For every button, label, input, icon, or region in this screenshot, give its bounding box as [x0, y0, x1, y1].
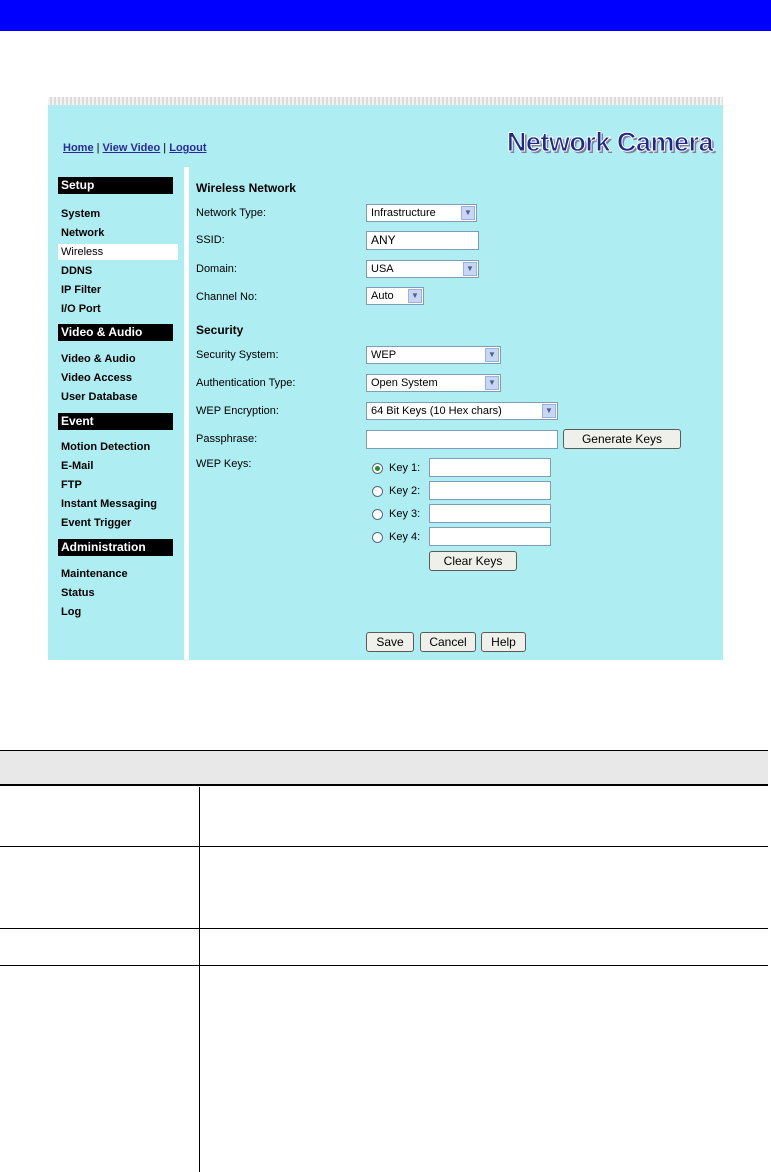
- sidebar-item-instant-messaging[interactable]: Instant Messaging: [61, 498, 157, 510]
- sidebar-item-system[interactable]: System: [61, 208, 101, 220]
- sidebar-item-ftp[interactable]: FTP: [61, 479, 82, 491]
- security-heading: Security: [196, 323, 244, 337]
- domain-value: USA: [371, 263, 394, 275]
- authentication-type-value: Open System: [371, 377, 438, 389]
- passphrase-label: Passphrase:: [196, 433, 258, 445]
- domain-select[interactable]: [366, 260, 479, 278]
- chevron-down-icon: ▼: [408, 289, 422, 303]
- chevron-down-icon: ▼: [485, 348, 499, 362]
- key-4-label: Key 4:: [389, 531, 421, 543]
- sidebar-item-video-access[interactable]: Video Access: [61, 372, 132, 384]
- passphrase-input[interactable]: [366, 430, 558, 449]
- home-link[interactable]: Home: [63, 142, 94, 154]
- key-1-label: Key 1:: [389, 462, 421, 474]
- wireless-form: [189, 167, 723, 660]
- chevron-down-icon: ▼: [461, 206, 475, 220]
- top-links: [63, 142, 206, 154]
- sidebar-item-ddns[interactable]: DDNS: [61, 265, 93, 277]
- generate-keys-button[interactable]: Generate Keys: [563, 429, 681, 449]
- key-4-input[interactable]: [429, 527, 551, 546]
- table-column-divider: [199, 787, 200, 1172]
- cancel-button[interactable]: Cancel: [420, 632, 476, 652]
- key-2-radio[interactable]: [372, 486, 383, 497]
- top-strip: [48, 97, 723, 105]
- sidebar-section-video-audio: Video & Audio: [58, 324, 173, 341]
- sidebar-item-status[interactable]: Status: [61, 587, 95, 599]
- help-button[interactable]: Help: [481, 632, 526, 652]
- table-row-divider: [0, 846, 768, 847]
- sidebar-item-maintenance[interactable]: Maintenance: [61, 568, 128, 580]
- domain-label: Domain:: [196, 263, 237, 275]
- key-3-label: Key 3:: [389, 508, 421, 520]
- sidebar-item-log[interactable]: Log: [61, 606, 82, 618]
- wep-encryption-label: WEP Encryption:: [196, 405, 279, 417]
- logout-link[interactable]: Logout: [169, 142, 207, 154]
- network-camera-screenshot: [48, 97, 723, 660]
- key-3-input[interactable]: [429, 504, 551, 523]
- sidebar-section-event: Event: [58, 413, 173, 430]
- key-2-input[interactable]: [429, 481, 551, 500]
- sidebar: [48, 167, 184, 660]
- separator: |: [163, 142, 167, 154]
- key-1-radio[interactable]: [372, 463, 383, 474]
- clear-keys-button[interactable]: Clear Keys: [429, 551, 517, 571]
- table-row-divider: [0, 965, 768, 966]
- network-type-select[interactable]: [366, 204, 477, 222]
- key-1-input[interactable]: [429, 458, 551, 477]
- sidebar-item-io-port[interactable]: I/O Port: [61, 303, 101, 315]
- chevron-down-icon: ▼: [463, 262, 477, 276]
- chevron-down-icon: ▼: [485, 376, 499, 390]
- wep-encryption-select[interactable]: [366, 402, 558, 420]
- sidebar-section-setup: Setup: [58, 177, 173, 194]
- sidebar-item-event-trigger[interactable]: Event Trigger: [61, 517, 132, 529]
- channel-value: Auto: [371, 290, 394, 302]
- sidebar-item-network[interactable]: Network: [61, 227, 105, 239]
- channel-select[interactable]: [366, 287, 424, 305]
- key-3-radio[interactable]: [372, 509, 383, 520]
- chevron-down-icon: ▼: [542, 404, 556, 418]
- key-4-radio[interactable]: [372, 532, 383, 543]
- sidebar-item-ip-filter[interactable]: IP Filter: [61, 284, 102, 296]
- authentication-type-label: Authentication Type:: [196, 377, 296, 389]
- security-system-label: Security System:: [196, 349, 279, 361]
- table-row-divider: [0, 928, 768, 929]
- ssid-label: SSID:: [196, 234, 225, 246]
- title-bar: [0, 0, 771, 31]
- channel-label: Channel No:: [196, 291, 258, 303]
- security-system-value: WEP: [371, 349, 397, 361]
- sidebar-item-user-database[interactable]: User Database: [61, 391, 138, 403]
- wireless-network-heading: Wireless Network: [196, 181, 296, 195]
- view-video-link[interactable]: View Video: [102, 142, 161, 154]
- sidebar-item-video-audio[interactable]: Video & Audio: [61, 353, 136, 365]
- security-system-select[interactable]: [366, 346, 501, 364]
- wep-keys-label: WEP Keys:: [196, 458, 252, 470]
- key-2-label: Key 2:: [389, 485, 421, 497]
- separator: |: [96, 142, 100, 154]
- ssid-input[interactable]: ANY: [366, 231, 479, 250]
- sidebar-item-email[interactable]: E-Mail: [61, 460, 94, 472]
- sidebar-section-administration: Administration: [58, 539, 173, 556]
- network-type-label: Network Type:: [196, 207, 267, 219]
- authentication-type-select[interactable]: [366, 374, 501, 392]
- wep-encryption-value: 64 Bit Keys (10 Hex chars): [371, 405, 502, 417]
- table-header-row: [0, 750, 768, 786]
- sidebar-item-wireless[interactable]: Wireless: [58, 244, 178, 260]
- sidebar-item-motion-detection[interactable]: Motion Detection: [61, 441, 151, 453]
- network-camera-logo: Network Camera: [506, 127, 713, 157]
- network-type-value: Infrastructure: [371, 207, 436, 219]
- save-button[interactable]: Save: [366, 632, 414, 652]
